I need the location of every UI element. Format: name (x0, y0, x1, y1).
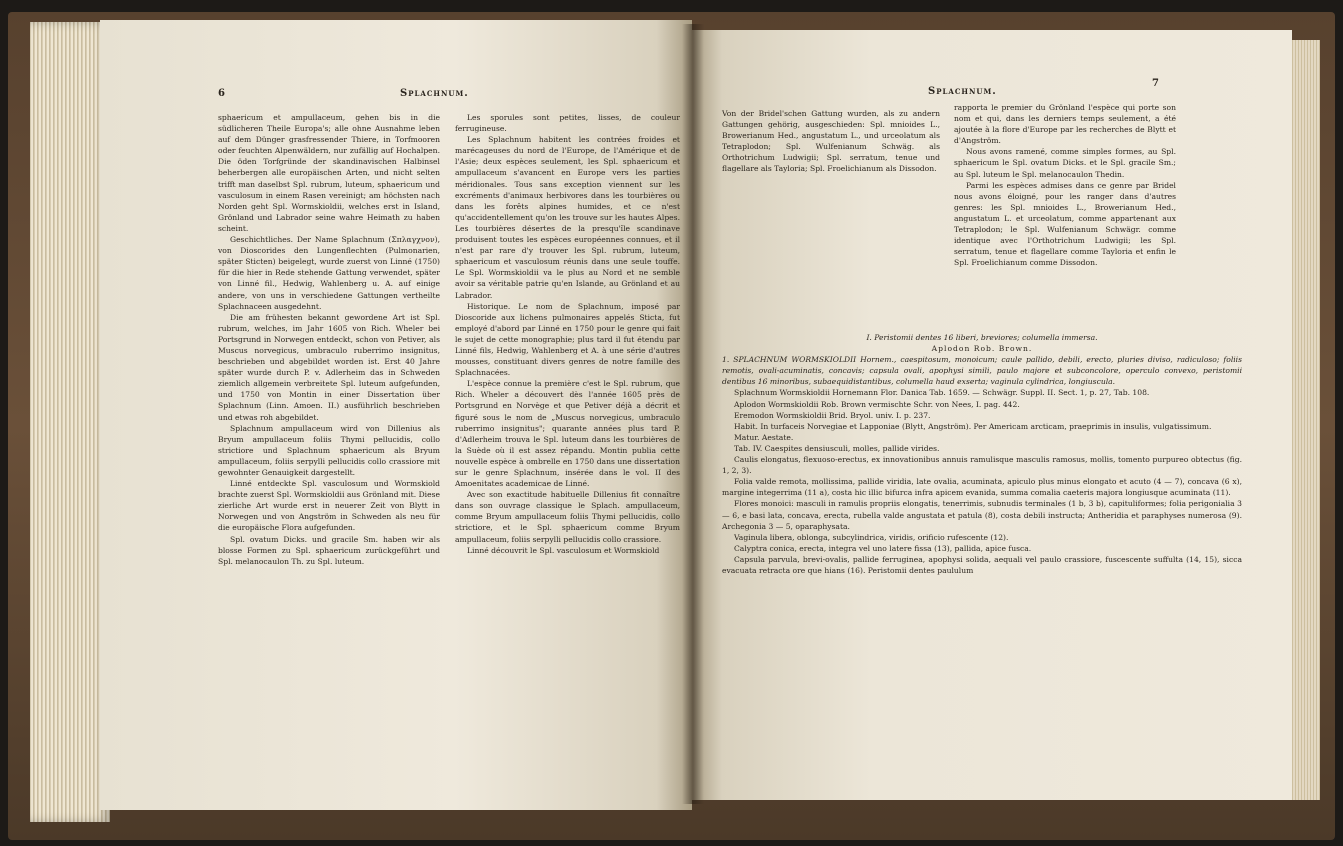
paragraph: Les sporules sont petites, lisses, de couleur ferrugineuse. (455, 113, 680, 134)
book-gutter (682, 24, 704, 804)
paragraph: Parmi les espèces admises dans ce genre par Bridel nous avons éloigné, pour les ranger dans d'autres genres: les Spl. mnioides L., Browerianum Hed., angustatum L. et urceolatum, comme appartenant aux Tetraplodon; le Spl. Wulfenianum Schwägr. comme identique avec l'Orthotrichum Ludwigii; les Spl. serratum, tenue et flagellare comme Tayloria et enfin le Spl. Froelichianum comme Dissodon. (954, 180, 1176, 268)
right-page (692, 30, 1292, 800)
paragraph: Avec son exactitude habituelle Dillenius fit connaître dans son ouvrage classique le Splach. ampullaceum, comme Bryum ampullaceum foliis Thymi pellucidis, collo strictiore, et le Spl. sphaericum comme Bryum ampullaceum, foliis serpylli pellucidis collo crassiore. (455, 490, 680, 544)
description: Flores monoici: masculi in ramulis propriis elongatis, tenerrimis, subnudis terminales (1 b, 3 b), capituliformes; folia perigonialia 3 — 6, e basi lata, concava, erecta, rubella valde angustata et patula (8), costa debili instructa; Antheridia et paraphyses numerosa (9). Archegonia 3 — 5, oparaphysata. (722, 499, 1242, 531)
species-section (722, 332, 1242, 576)
description: Caulis elongatus, flexuoso-erectus, ex innovationibus annuis ramulisque masculis ramosus, mollis, tomento purpureo obtectus (fig. 1, 2, 3). (722, 455, 1242, 476)
habitat: Habit. In turfaceis Norvegiae et Lapponiae (Blytt, Angström). Per Americam arcticam, praeprimis in insulis, vulgatissimum. (734, 421, 1212, 431)
running-head: Splachnum. (928, 86, 997, 97)
paragraph: Von der Bridel'schen Gattung wurden, als zu andern Gattungen gehörig, ausgeschieden: Spl. mnioides L., Browerianum Hed., angustatum L., und urceolatum als Tetraplodon; Spl. Wulfenianum Schwäg. als Orthotrichum Ludwigii; Spl. serratum, tenue und flagellare als Tayloria; Spl. Froelichianum als Dissodon. (722, 109, 940, 174)
page-edges-left (30, 22, 110, 822)
french-column (455, 112, 680, 556)
paragraph: Les Splachnum habitent les contrées froides et marécageuses du nord de l'Europe, de l'Amérique et de l'Asie; deux espèces seulement, les Spl. sphaericum et ampullaceum s'avancent en Europe vers les parties méridionales. Tous sans exception viennent sur les excréments d'animaux herbivores dans les tourbières ou dans les forêts alpines humides, et ce n'est qu'accidentellement qu'on les trouve sur les hautes Alpes. Les tourbières désertes de la presqu'île scandinave produisent toutes les espèces européennes connues, et il n'est par rare d'y trouver les Spl. rubrum, luteum, sphaericum et vasculosum réunis dans une seule touffe. Le Spl. Wormskioldii va le plus au Nord et ne semble avoir sa véritable patrie qu'en Islande, au Grönland et au Labrador. (455, 135, 680, 300)
description: Capsula parvula, brevi-ovalis, pallide ferruginea, apophysi solida, aequali vel paulo crassiore, fuscescente suffulta (14, 15), sicca evacuata retracta ore que hians (16). Peristomii dentes paululum (722, 554, 1242, 575)
page-number: 6 (218, 88, 226, 99)
section-title: I. Peristomii dentes 16 liberi, breviores; columella immersa. (866, 333, 1098, 342)
synonym: Eremodon Wormskioldii Brid. Bryol. univ. I. p. 237. (734, 410, 931, 420)
paragraph: Geschichtliches. Der Name Splachnum (Σπλαγχνον), von Dioscorides den Lungenflechten (Pulmonarien, später Sticten) beigelegt, wurde zuerst von Linné (1750) für die hier in Rede stehende Gattung verwendet, später von Linné fil., Hedwig, Wahlenberg u. A. auf einige andere, von uns in verschiedene Gattungen vertheilte Splachnaceen ausgedehnt. (218, 235, 440, 311)
paragraph: sphaericum et ampullaceum, gehen bis in die südlicheren Theile Europa's; alle ohne Ausnahme leben auf dem Dünger grasfressender Thiere, in Torfmooren oder feuchten Alpenwäldern, nur zufällig auf Hochalpen. Die öden Torfgründe der skandinavischen Halbinsel beherbergen alle europäischen Arten, und nicht selten trifft man daselbst Spl. rubrum, luteum, sphaericum und vasculosum in einem Rasen vereinigt; am höchsten nach Norden geht Spl. Wormskioldii, welches erst in Island, Grönland und Labrador seine wahre Heimath zu haben scheint. (218, 113, 440, 233)
paragraph: Die am frühesten bekannt gewordene Art ist Spl. rubrum, welches, im Jahr 1605 von Rich. Wheler bei Portsgrund in Norwegen entdeckt, schon von Petiver, als Muscus norvegicus, umbraculo ruberrimo insignitus, beschrieben und abgebildet worden ist. Erst 40 Jahre später wurde durch P. v. Adlerheim das in Schweden ziemlich allgemein verbreitete Spl. luteum aufgefunden, und 1750 von Montin in einer Dissertation über Splachnum (Linn. Amoen. II.) ausführlich beschrieben und etwas roh abgebildet. (218, 312, 440, 422)
description: Calyptra conica, erecta, integra vel uno latere fissa (13), pallida, apice fusca. (734, 543, 1032, 553)
synonym: Aplodon Wormskioldii Rob. Brown vermischte Schr. von Nees, I. pag. 442. (734, 399, 1020, 409)
page-edges-right (1290, 40, 1320, 800)
paragraph: Historique. Le nom de Splachnum, imposé par Dioscoride aux lichens pulmonaires appelés Sticta, fut employé d'abord par Linné en 1750 pour le genre qui fait le sujet de cette monographie; plus tard il fut étendu par Linné fils, Hedwig, Wahlenberg et A. à une série d'autres mousses, constituant divers genres de notre famille des Splachnacées. (455, 301, 680, 378)
species-diagnosis: 1. SPLACHNUM WORMSKIOLDII Hornem., caespitosum, monoicum; caule pallido, debili, erecto, pluries diviso, radiculoso; foliis remotis, ovali-acuminatis, concavis; capsula ovali, apophysi simili, paulo majore et subconcolore, operculo convexo, peristomii dentibus 16 minoribus, subaequidistantibus, columella haud exserta; vaginula cylindrica, longiuscula. (722, 355, 1242, 387)
running-head: Splachnum. (400, 88, 469, 99)
german-column (218, 112, 440, 567)
paragraph: Splachnum ampullaceum wird von Dillenius als Bryum ampullaceum foliis Thymi pellucidis, collo strictiore und Splachnum sphaericum als Bryum ampullaceum, foliis serpylli pellucidis collo crassiore mit gewohnter Genauigkeit dargestellt. (218, 423, 440, 477)
paragraph: Linné découvrit le Spl. vasculosum et Wormskiold (467, 545, 660, 555)
left-page (100, 20, 692, 810)
paragraph: rapporta le premier du Grönland l'espèce qui porte son nom et qui, dans les derniers temps seulement, a été ajoutée à la flore d'Europe par les recherches de Blytt et d'Angström. (954, 103, 1176, 146)
description: Folia valde remota, mollissima, pallide viridia, late ovalia, acuminata, apiculo plus minus elongato et acuto (4 — 7), concava (6 x), margine integerrima (11 a), costa hic illic bifurca infra apicem evanida, summa comalia caeteris majora longiusque acuminata (11). (722, 477, 1242, 498)
genus-heading: Aplodon Rob. Brown. (931, 344, 1033, 354)
paragraph: Spl. ovatum Dicks. und gracile Sm. haben wir als blosse Formen zu Spl. sphaericum zurückgeführt und Spl. melanocaulon Th. zu Spl. luteum. (218, 534, 440, 566)
paragraph: Nous avons ramené, comme simples formes, au Spl. sphaericum le Spl. ovatum Dicks. et le Spl. gracile Sm.; au Spl. luteum le Spl. melanocaulon Thedin. (954, 147, 1176, 179)
page-number: 7 (1152, 78, 1160, 89)
description: Tab. IV. Caespites densiusculi, molles, pallide virides. (734, 443, 940, 453)
german-column (722, 108, 940, 175)
description: Vaginula libera, oblonga, subcylindrica, viridis, orificio rufescente (12). (734, 532, 1009, 542)
paragraph: L'espèce connue la première c'est le Spl. rubrum, que Rich. Wheler a découvert dès l'année 1605 près de Portsgrund en Norvège et que Petiver déjà a décrit et figuré sous le nom de „Muscus norvegicus, umbraculo ruberrimo insignitus"; quarante années plus tard P. d'Adlerheim trouva le Spl. luteum dans les tourbières de la Suède où il est assez répandu. Montin publia cette nouvelle espèce à ombrelle en 1750 dans une dissertation sur le genre Splachnum, insérée dans le vol. II des Amoenitates academicae de Linné. (455, 379, 680, 489)
maturity: Matur. Aestate. (734, 432, 794, 442)
paragraph: Linné entdeckte Spl. vasculosum und Wormskiold brachte zuerst Spl. Wormskioldii aus Grönland mit. Diese zierliche Art wurde erst in neuerer Zeit von Blytt in Norwegen und von Angström in Schweden als neu für die europäische Flora aufgefunden. (218, 479, 440, 533)
french-column (954, 102, 1176, 268)
synonym: Splachnum Wormskioldii Hornemann Flor. Danica Tab. 1659. — Schwägr. Suppl. II. Sect. 1, p. 27, Tab. 108. (734, 388, 1150, 398)
